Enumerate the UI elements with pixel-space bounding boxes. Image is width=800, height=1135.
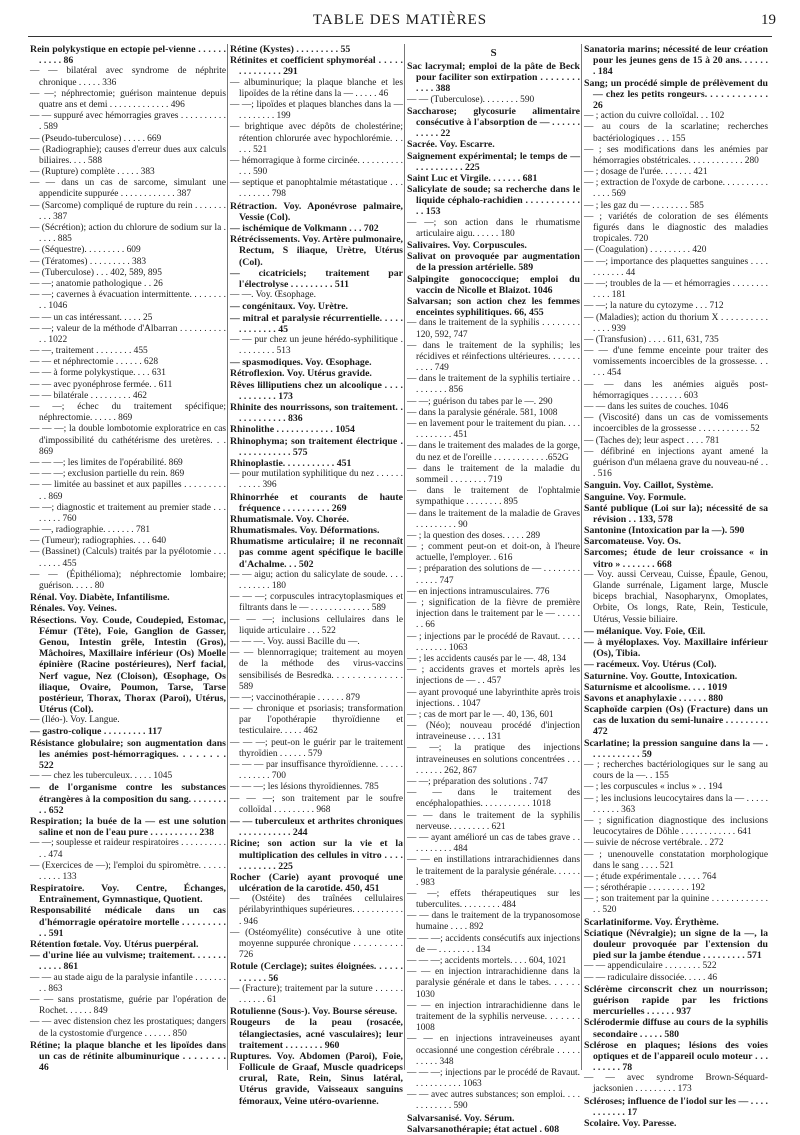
index-entry: — dans le traitement de la maladie du sommeil . . . . . . . . 719	[407, 463, 580, 485]
index-entry: Rhinite des nourrissons, son traitement. . . . . . . . . . . . 836	[230, 402, 403, 425]
index-entry: — à myéloplaxes. Voy. Maxillaire inférieur (Os), Tibia.	[584, 636, 768, 660]
index-entry: — — blennorragique; traitement au moyen de la méthode des virus-vaccins sensibilisés de Besredka. . . . . . . . . . . . . . 589	[230, 648, 403, 692]
index-entry: — — —; son traitement par le soufre colloïdal . . . . . . . . . 968	[230, 793, 403, 815]
index-entry: — (Transfusion) . . . . 611, 631, 735	[584, 334, 719, 345]
index-entry: — — limitée au bassinet et aux papilles . . . . . . . . . . . 869	[30, 480, 226, 502]
index-entry: Rotule (Cerclage); suites éloignées. . . . . . . . . . . . 56	[230, 961, 403, 984]
index-entry: — — —; peut-on le guérir par le traitement thyroïdien . . . . . . 579	[230, 737, 403, 759]
index-entry: — (Tuberculose) . . . 402, 589, 895	[30, 267, 162, 278]
index-entry: — hémorragique à forme circinée. . . . . . . . . . . . . 590	[230, 155, 403, 178]
index-entry: — (Ostéite) des traînées cellulaires périlabyrinthiques supérieures. . . . . . . . . . . . 946	[230, 894, 403, 927]
index-entry: — — sans prostatisme, guérie par l'opération de Rochet. . . . . . 849	[30, 994, 226, 1017]
index-entry: — — suppuré avec hémorragies graves . . . . . . . . . . . 589	[30, 111, 226, 133]
index-entry: Rétrécissements. Voy. Artère pulmonaire, Rectum, S iliaque, Urètre, Utérus (Col).	[230, 234, 403, 268]
index-entry: — brightique avec dépôts de cholestérine; rétention chlorurée avec hypochlorémie. . . . . . 521	[230, 122, 403, 155]
index-entry: — — dans les suites de couches. 1046	[584, 402, 729, 412]
index-entry: — (Néo); nouveau procédé d'injection intraveineuse . . . . 131	[407, 721, 580, 743]
index-entry: — ; injections par le procédé de Ravaut. . . . . . . . . . . . 1063	[407, 631, 580, 653]
index-entry: — spasmodiques. Voy. Œsophage.	[230, 357, 372, 369]
index-entry: — suivie de nécrose vertébrale. . 272	[584, 838, 724, 849]
index-entry: — ; les inclusions leucocytaires dans la — . . . . . . . . . . . 363	[584, 793, 768, 815]
index-entry: — mitral et paralysie récurrentielle. . . . . . . . . . . . . 45	[230, 312, 403, 335]
index-entry: Scarlatine; la pression sanguine dans la — . . . . . . . . . . . 59	[584, 737, 768, 760]
index-entry: — (Iléo-). Voy. Langue.	[30, 715, 120, 726]
index-entry: — —; guérison du tabes par le —. 290	[407, 396, 553, 407]
index-entry: — dans le traitement de la maladie de Graves . . . . . . . . . 90	[407, 508, 580, 530]
index-entry: — — appendiculaire . . . . . . . . 522	[584, 961, 717, 972]
index-entry: — —; troubles de la — et hémorragies . . . . . . . . . . . . 181	[584, 278, 768, 301]
index-entry: — albuminurique; la plaque blanche et les lipoïdes de la rétine dans la — . . . . . 46	[230, 77, 403, 99]
index-entry: Ricine; son action sur la vie et la multiplication des cellules in vitro . . . . . . . . . . . . 225	[230, 838, 403, 872]
index-entry: — racémeux. Voy. Utérus (Col).	[584, 659, 717, 671]
index-entry: Rougeurs de la peau (rosacée, télangiectasies, acné vasculaires); leur traitement . . . . . . . . 960	[230, 1017, 403, 1051]
index-entry: Sciatique (Névralgie); un signe de la —, la douleur provoquée par l'extension du pied sur la jambe étendue . . . . . . . . . 571	[584, 927, 768, 962]
index-entry: — ; préparation des solutions de — . . . . . . . . . . . . . 747	[407, 564, 580, 586]
index-entry: — — en injections intraveineuses ayant occasionné une congestion cérébrale . . . . . . . . . . 348	[407, 1034, 580, 1067]
index-entry: — — chez les tuberculeux. . . . . 1045	[30, 771, 173, 782]
index-entry: Sclérodermie diffuse au cours de la syphilis secondaire . . . . . 580	[584, 1017, 768, 1040]
index-entry: — — d'une femme enceinte pour traiter des vomissements incoercibles de la grossesse. . . . . . 454	[584, 346, 768, 379]
index-entry: — —; préparation des solutions . 747	[407, 777, 548, 787]
index-entry: — dans le traitement de l'ophtalmie sympathique . . . . . . . . 895	[407, 486, 580, 508]
index-entry: — —; échec du traitement spécifique; néphrectomie. . . . . . 869	[30, 402, 226, 424]
index-entry: — — radiculaire dissociée. . . . . 46	[584, 972, 718, 983]
index-entry: — (Pseudo-tuberculose) . . . . . 669	[30, 133, 162, 144]
index-entry: — Voy. aussi Cerveau, Cuisse, Épaule, Genou, Glande surrénale, Ligament large, Muscle biceps brachial, Nasopharynx, Omoplates, Orbite, Os longs, Rate, Rein, Testicule, Utérus, Vessie biliaire.	[584, 569, 768, 625]
index-entry: — ; cas de mort par le —. 40, 136, 601	[407, 709, 554, 720]
index-entry: — (Ostéomyélite) consécutive à une otite moyenne suppurée chronique . . . . . . . . . . 726	[230, 927, 403, 961]
index-entry: Sacrée. Voy. Escarre.	[407, 139, 495, 151]
index-entry: Scolaire. Voy. Paresse.	[584, 1118, 677, 1129]
index-entry: — (Tératomes) . . . . . . . . . 383	[30, 256, 147, 267]
index-entry: — ; accidents graves et mortels après les injections de — . . 457	[407, 665, 580, 687]
index-entry: — — tuberculeux et arthrites chroniques . . . . . . . . . . . 244	[230, 815, 403, 839]
index-entry: — — dans le traitement de la syphilis nerveuse. . . . . . . . . 621	[407, 810, 580, 832]
index-entry: — dans le traitement de la syphilis tertiaire . . . . . . . . . 856	[407, 374, 580, 396]
index-entry: — — —. Voy. aussi Bacille du —.	[230, 636, 360, 647]
index-entry: Rhinorrhée et courants de haute fréquence . . . . . . . . . . 269	[230, 491, 403, 514]
index-entry: Ruptures. Voy. Abdomen (Paroi), Foie, Follicule de Graaf, Muscle quadriceps crural, Rate, Rein, Sinus latéral, Utérus gravide, Vaisseaux sanguins fémoraux, Veine utéro-ovarienne.	[230, 1050, 403, 1107]
index-entry: — en lavement pour le traitement du pian. . . . . . . . . . . . 451	[407, 419, 580, 441]
index-entry: — (Maladies); action du thorium X . . . . . . . . . . . . . . 939	[584, 312, 768, 334]
index-entry: — — —; injections par le procédé de Ravaut. . . . . . . . . . . 1063	[407, 1067, 580, 1090]
index-entry: Sac lacrymal; emploi de la pâte de Beck pour faciliter son extirpation . . . . . . . . . . . . 388	[407, 61, 580, 95]
index-entry: Rhinoplastie. . . . . . . . . . . 451	[230, 457, 352, 469]
index-entry: — —; lipoïdes et plaques blanches dans la — . . . . . . . . 199	[230, 99, 403, 122]
index-entry: Saturnine. Voy. Goutte, Intoxication.	[584, 670, 738, 682]
index-entry: — —; la pratique des injections intraveineuses en solutions concentrées . . . . . . . . . 262, 867	[407, 743, 580, 776]
index-entry: — ; comment peut-on et doit-on, à l'heure actuelle, l'employer. . 616	[407, 542, 580, 564]
index-entry: Santonine (Intoxication par la —). 590	[584, 525, 745, 537]
index-entry: Rétine (Kystes) . . . . . . . . . 55	[230, 44, 351, 55]
index-entry: — (Tumeur); radiographies. . . . 640	[30, 536, 167, 547]
index-entry: — — —; accidents mortels. . . . 604, 1021	[407, 956, 567, 966]
index-entry: — — avec distension chez les prostatiques; dangers de la cystostomie d'urgence . . . . . . 850	[30, 1017, 226, 1039]
index-entry: Sclérose en plaques; lésions des voies optiques et de l'appareil oculo moteur . . . . . . . . . 78	[584, 1039, 768, 1074]
index-entry: Salicylate de soude; sa recherche dans le liquide céphalo-rachidien . . . . . . . . . . . . . 153	[407, 184, 580, 218]
index-entry: — —; valeur de la méthode d'Albarran . . . . . . . . . . . . 1022	[30, 323, 226, 345]
index-entry: Résistance globulaire; son augmentation dans les anémies post-hémorragiques. . . . . . . . 522	[30, 737, 226, 771]
index-entry: Salpingite gonococcique; emploi du vaccin de Nicolle et Blaizot. 1046	[407, 273, 580, 296]
section-letter: S	[490, 47, 497, 59]
index-entry: Saccharose; glycosurie alimentaire consécutive à l'absorption de — . . . . . . . . . . . 22	[407, 105, 580, 140]
index-entry: Rhinophyma; son traitement électrique . . . . . . . . . . . . 575	[230, 435, 403, 458]
index-entry: — — en instillations intrarachidiennes dans le traitement de la paralysie générale. . . . . . . 983	[407, 855, 580, 888]
index-entry: — (Bassinet) (Calculs) traités par la pyélotomie . . . . . . . . 455	[30, 547, 226, 569]
index-entry: — au cours de la scarlatine; recherches bactériologiques . . . 155	[584, 122, 768, 144]
column-divider	[581, 44, 582, 1070]
header-rule	[28, 36, 772, 37]
index-entry: Saignement expérimental; le temps de — . . . . . . . . . . 225	[407, 150, 580, 173]
index-entry: — ; dosage de l'urée. . . . . . . 421	[584, 167, 708, 178]
index-entry: — ; signification diagnostique des inclusions leucocytaires de Döhle . . . . . . . . . . . . 641	[584, 815, 768, 838]
index-entry: Sanguine. Voy. Formule.	[584, 491, 687, 503]
index-entry: Sclérème circonscrit chez un nourrisson; guérison rapide par les frictions mercurielles . . . . . . 937	[584, 983, 768, 1018]
index-entry: Rêves lilliputiens chez un alcoolique . . . . . . . . . . . . 173	[230, 379, 403, 402]
index-entry: Rétraction. Voy. Aponévrose palmaire, Vessie (Col).	[230, 200, 403, 223]
index-entry: — —; cavernes à évacuation intermittente. . . . . . . . . . 1046	[30, 290, 226, 312]
index-entry: — (Viscosité) dans un cas de vomissements incoercibles de la grossesse . . . . . . . . . . . 52	[584, 413, 768, 435]
index-entry: — — —; inclusions cellulaires dans le liquide articulaire . . . 522	[230, 614, 403, 636]
index-entry: Saint Luc et Virgile. . . . . . . 681	[407, 172, 538, 184]
index-entry: Résections. Voy. Coude, Coudepied, Estomac, Fémur (Tête), Foie, Ganglion de Gasser, Genou, Intestin grêle, Intestin (Gros), Mâchoires, Maxillaire inférieur (Os) Moelle épinière (Racine postérieures), Nerf facial, Nerf vague, Nez (Cloison), Œsophage, Os iliaque, Ovaire, Poumon, Tarse, Tarse postérieur, Thorax, Thorax (Paroi), Utérus, Utérus (Col).	[30, 614, 226, 716]
index-entry: — de l'organisme contre les substances étrangères à la composition du sang. . . . . . . . . . 652	[30, 782, 226, 816]
index-entry: — ; unenouvelle constatation morphologique dans le sang . . . . 521	[584, 849, 768, 871]
index-entry: — dans la paralysie générale. 581, 1008	[407, 407, 558, 418]
index-entry: — — et néphrectomie . . . . . . 628	[30, 357, 159, 368]
index-entry: — — pur chez un jeune hérédo-syphilitique . . . . . . . . . 513	[230, 334, 403, 357]
index-entry: — — avec autres substances; son emploi. . . . . . . . . . . . 590	[407, 1090, 580, 1112]
index-entry: — ; les accidents causés par le —. 48, 134	[407, 653, 567, 664]
index-entry: — — dans le traitement de la trypanosomose humaine . . . . 892	[407, 911, 580, 933]
index-entry: Rénal. Voy. Diabète, Infantilisme.	[30, 592, 170, 604]
index-entry: — —; souplesse et raideur respiratoires . . . . . . . . . . . . 474	[30, 838, 226, 860]
index-entry: — — —; les limites de l'opérabilité. 869	[30, 457, 183, 468]
index-entry: Rotulienne (Sous-). Voy. Bourse séreuse.	[230, 1006, 398, 1018]
index-entry: Saturnisme et alcoolisme. . . . 1019	[584, 681, 728, 693]
index-entry: — ; action du cuivre colloïdal. . . 102	[584, 111, 725, 122]
index-entry: — — chronique et psoriasis; transformation par l'opothérapie thyroïdienne et testiculaire. . . . . 462	[230, 704, 403, 737]
index-entry: — ; étude expérimentale . . . . . 764	[584, 871, 717, 882]
index-entry: — — au stade aigu de la paralysie infantile . . . . . . . . . 863	[30, 972, 226, 994]
index-entry: Respiration; la buée de la — est une solution saline et non de l'eau pure . . . . . . . . . . 238	[30, 815, 226, 839]
index-entry: Sanguin. Voy. Caillot, Système.	[584, 480, 714, 492]
index-entry: — —; la nature du cytozyme . . . 712	[584, 301, 724, 312]
index-entry: — — —; accidents consécutifs aux injections de — . . . . . . . . 134	[407, 933, 580, 955]
index-entry: — — (Épithélioma); néphrectomie lombaire; guérison. . . . . 80	[30, 569, 226, 591]
index-entry: — dans le traitement des malades de la gorge, du nez et de l'oreille . . . . . . . . . . . .652G	[407, 441, 580, 463]
index-entry: Rhumatismale. Voy. Chorée.	[230, 513, 349, 525]
index-entry: — pour mutilation syphilitique du nez . . . . . . . . . . . 396	[230, 469, 403, 491]
index-entry: — dans le traitement de la syphilis; les récidives et réinfections ultérieures. . . . . . . . . . . 749	[407, 340, 580, 374]
index-entry: — — —; corpuscules intracytoplasmiques et filtrants dans le — . . . . . . . . . . . . . 589	[230, 592, 403, 614]
index-entry: — gastro-colique . . . . . . . . . 117	[30, 726, 163, 738]
index-entry: — — en injection intrarachidienne dans le traitement de la syphilis nerveuse. . . . . . . 1008	[407, 1000, 580, 1034]
index-entry: Rocher (Carie) ayant provoqué une ulcération de la carotide. 450, 451	[230, 871, 403, 895]
index-entry: Rein polykystique en ectopie pel-vienne . . . . . . . . . . . 86	[30, 44, 226, 67]
index-entry: — (Taches de); leur aspect . . . . 781	[584, 435, 720, 446]
index-entry: Salivaires. Voy. Corpuscules.	[407, 240, 527, 251]
index-entry: Sarcomes; étude de leur croissance « in vitro » . . . . . . . 668	[584, 547, 768, 570]
index-entry: Scaphoïde carpien (Os) (Fracture) dans un cas de luxation du semi-lunaire . . . . . . . . . 472	[584, 704, 768, 738]
index-entry: — —; son action dans le rhumatisme articulaire aigu. . . . . . 180	[407, 217, 580, 239]
index-column-1	[30, 44, 226, 1074]
index-entry: — (Séquestre). . . . . . . . . 609	[30, 245, 141, 256]
index-entry: — ; variétés de coloration de ses éléments figurés dans le diagnostic des maladies tropicales. 720	[584, 211, 768, 245]
index-entry: — ; signification de la fièvre de première injection dans le traitement par le — . . . . . . . 66	[407, 598, 580, 631]
index-entry: — ; les corpuscules « inclus » . . 194	[584, 782, 723, 793]
index-entry: — — bilatérale . . . . . . . . . 462	[30, 390, 147, 401]
index-entry: — — avec syndrome Brown-Séquard-jacksonien . . . . . . . . . 173	[584, 1073, 768, 1095]
index-entry: — — —; les lésions thyroïdiennes. 785	[230, 782, 379, 793]
index-entry: Rhumatismales. Voy. Déformations.	[230, 525, 380, 537]
index-entry: — ; extraction de l'oxyde de carbone. . . . . . . . . . . . . . 569	[584, 178, 768, 200]
index-entry: Salivat on provoquée par augmentation de la pression artérielle. 589	[407, 251, 580, 274]
index-entry: — — (Tuberculose). . . . . . . . 590	[407, 94, 535, 105]
index-entry: Rétroflexion. Voy. Utérus gravide.	[230, 368, 372, 380]
index-entry: — — dans un cas de sarcome, simulant une appendicite suppurée . . . . . . . . . . . . 387	[30, 178, 226, 200]
index-column-4	[584, 44, 768, 1129]
index-entry: — ; ses modifications dans les anémies par hémorragies obstétricales. . . . . . . . . . . . 280	[584, 144, 768, 166]
index-entry: Santé publique (Loi sur la); nécessité de sa révision . . 133, 578	[584, 502, 768, 525]
index-entry: — ; sérothérapie . . . . . . . . . 192	[584, 883, 706, 894]
index-entry: — (Rupture) complète . . . . . 383	[30, 167, 155, 178]
index-entry: — —, traitement . . . . . . . . 455	[30, 346, 148, 357]
index-entry: — (Sécrétion); action du chlorure de sodium sur la . . . . . 885	[30, 223, 226, 245]
index-entry: — — —; la double lombotomie exploratrice en cas d'impossibilité du cathétérisme des uretères. . . 869	[30, 424, 226, 457]
index-entry: — (Fracture); traitement par la suture . . . . . . . . . . . . 61	[230, 983, 403, 1005]
index-entry: Sang; un procédé simple de prélèvement du — chez les petits rongeurs. . . . . . . . . . . . 26	[584, 77, 768, 111]
index-entry: — septique et panophtalmie métastatique . . . . . . . . . . 798	[230, 178, 403, 200]
index-entry: — congénitaux. Voy. Urètre.	[230, 301, 348, 313]
index-entry: Sarcomateuse. Voy. Os.	[584, 536, 681, 548]
index-entry: — ischémique de Volkmann . . . 702	[230, 223, 379, 234]
index-entry: Sanatoria marins; nécessité de leur création pour les jeunes gens de 15 à 20 ans. . . . . . . 184	[584, 44, 768, 78]
index-entry: — — un cas intéressant. . . . . 25	[30, 312, 153, 323]
index-entry: — (Sarcome) compliqué de rupture du rein . . . . . . . . . . 387	[30, 200, 226, 222]
index-entry: Salvarsanisé. Voy. Sérum.	[407, 1112, 515, 1124]
index-entry: Respiratoire. Voy. Centre, Échanges, Entraînement, Gymnastique, Quotient.	[30, 883, 226, 906]
index-entry: — —, radiographie. . . . . . . 781	[30, 525, 151, 536]
column-divider	[404, 44, 405, 1070]
index-entry: — —; anatomie pathologique . . 26	[30, 278, 163, 289]
index-entry: — — dans le traitement des encéphalopathies. . . . . . . . . . . 1018	[407, 788, 580, 810]
index-entry: — ; son traitement par la quinine . . . . . . . . . . . . . . 520	[584, 894, 768, 916]
index-entry: — — bilatéral avec syndrome de néphrite chronique . . . . . 336	[30, 66, 226, 88]
index-entry: Salvarsan; son action chez les femmes enceintes syphilitiques. 66, 455	[407, 295, 580, 319]
index-entry: — ; recherches bactériologiques sur le sang au cours de la —. . 155	[584, 760, 768, 782]
index-entry: Scléroses; influence de l'iodol sur les — . . . . . . . . . . . 17	[584, 1095, 768, 1118]
index-entry: — ayant provoqué une labyrinthite après trois injections. . 1047	[407, 687, 580, 709]
index-entry: Savons et anaphylaxie . . . . . . 880	[584, 692, 724, 704]
index-entry: — mélanique. Voy. Foie, Œil.	[584, 625, 706, 637]
index-entry: Rhumatisme articulaire; il ne reconnaît pas comme agent spécifique le bacille d'Achalme. . . 502	[230, 536, 403, 570]
index-entry: — —; vaccinothérapie . . . . . . 879	[230, 692, 360, 703]
index-entry: — — à forme polykystique. . . . 631	[30, 368, 166, 379]
index-entry: — — — par insuffisance thyroïdienne. . . . . . . . . . . . . 700	[230, 760, 403, 782]
index-entry: Rénales. Voy. Veines.	[30, 603, 117, 615]
index-entry: — dans le traitement de la syphilis . . . . . . . . 120, 592, 747	[407, 318, 580, 340]
index-entry: — — dans les anémies aiguës post-hémorragiques . . . . . . . 603	[584, 379, 768, 401]
index-column-3	[407, 44, 580, 1135]
page-header	[0, 10, 800, 34]
index-entry: — ; les gaz du — . . . . . . . . 585	[584, 200, 704, 211]
index-entry: Salvarsanothérapie; état actuel . 608	[407, 1123, 560, 1135]
index-entry: Responsabilité médicale dans un cas d'hémorragie opératoire mortelle . . . . . . . . . . . 591	[30, 905, 226, 939]
index-entry: Rétine; la plaque blanche et les lipoïdes dans un cas de rétinite albuminurique . . . . . . . . 46	[30, 1039, 226, 1074]
index-entry: — —. Voy. Œsophage.	[230, 290, 317, 301]
index-entry: — —; effets thérapeutiques sur les tuberculites. . . . . . . . . 484	[407, 888, 580, 911]
index-entry: — défibriné en injections ayant amené la guérison d'un mélaena grave du nouveau-né . . . 516	[584, 446, 768, 480]
page-number: 19	[761, 12, 776, 28]
index-entry: Scarlatiniforme. Voy. Érythème.	[584, 916, 719, 928]
index-entry: — —; néphrectomie; guérison maintenue depuis quatre ans et demi . . . . . . . . . . . . . 496	[30, 88, 226, 110]
index-entry: — — aigu; action du salicylate de soude. . . . . . . . . . . 180	[230, 569, 403, 591]
page-title: TABLE DES MATIÈRES	[312, 12, 488, 28]
index-entry: — (Coagulation) . . . . . . . . . 420	[584, 245, 707, 256]
index-column-2	[230, 44, 403, 1107]
index-entry: — — ayant amélioré un cas de tabes grave . . . . . . . . . . 484	[407, 832, 580, 855]
index-entry: — ; la question des doses. . . . . 289	[407, 530, 541, 541]
index-entry: — d'urine liée au vulvisme; traitement. . . . . . . . . . . . 861	[30, 950, 226, 973]
index-entry: — (Exercices de —); l'emploi du spiromètre. . . . . . . . . . . 133	[30, 860, 226, 882]
index-entry: — (Radiographie); causes d'erreur dues aux calculs biliaires. . . . 588	[30, 144, 226, 166]
index-entry: — —; diagnostic et traitement au premier stade . . . . . . . . 760	[30, 502, 226, 524]
index-entry: — — —; exclusion partielle du rein. 869	[30, 469, 185, 480]
column-divider	[227, 44, 228, 1070]
index-entry: — — en injection intrarachidienne dans la paralysie générale et dans le tabes. . . . . . 1030	[407, 967, 580, 1000]
index-entry: Rétinites et coefficient sphymoréal . . . . . . . . . . . . . . 291	[230, 55, 403, 78]
index-entry: — cicatriciels; traitement par l'électrolyse . . . . . . . . . 511	[230, 267, 403, 290]
index-entry: — — avec pyonéphrose fermée. . 611	[30, 379, 173, 390]
index-entry: — en injections intramusculaires. 776	[407, 586, 550, 597]
index-entry: Rhinolithe . . . . . . . . . . . . 1054	[230, 424, 355, 436]
index-entry: — —; importance des plaquettes sanguines . . . . . . . . . . . 44	[584, 256, 768, 278]
index-entry: Rétention fœtale. Voy. Utérus puerpéral.	[30, 939, 199, 950]
